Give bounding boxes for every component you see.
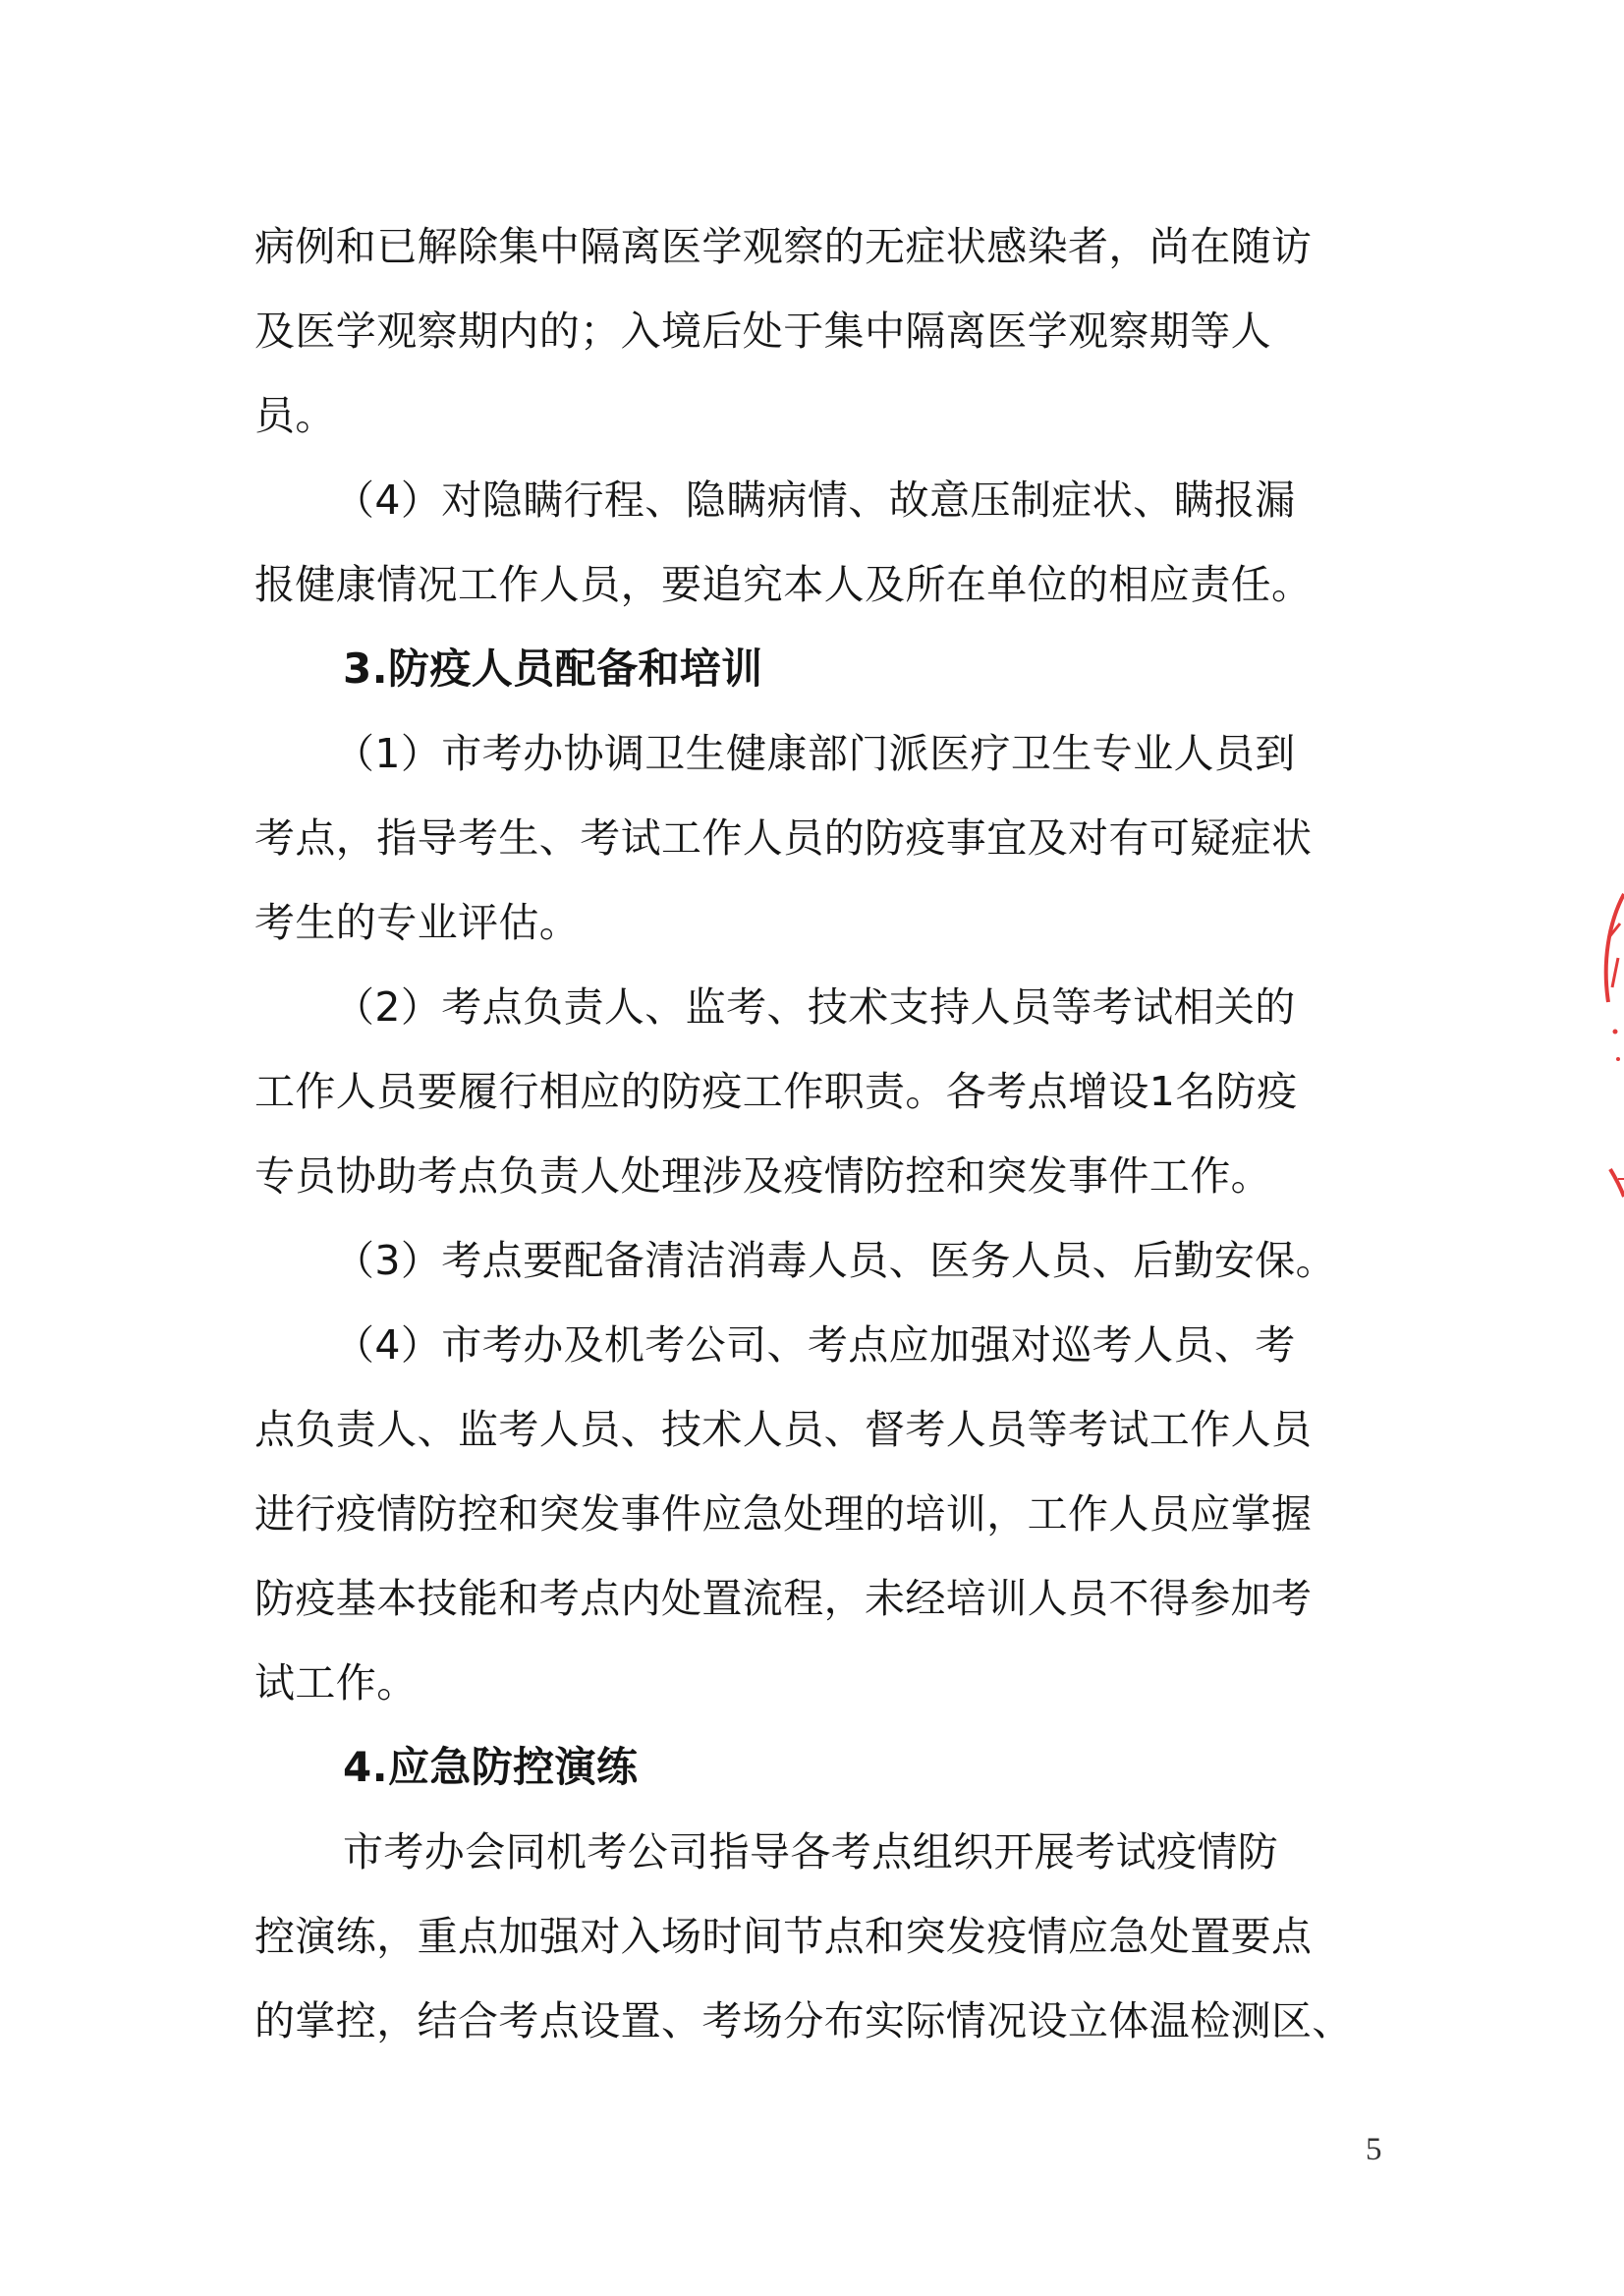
body-line: 市考办会同机考公司指导各考点组织开展考试疫情防 (343, 1828, 1279, 1876)
section-heading: 3.防疫人员配备和培训 (343, 644, 763, 693)
body-line: 试工作。 (254, 1659, 418, 1707)
body-line: 工作人员要履行相应的防疫工作职责。各考点增设1名防疫 (254, 1068, 1298, 1115)
body-line: 控演练，重点加强对入场时间节点和突发疫情应急处置要点 (254, 1913, 1313, 1960)
body-line: 病例和已解除集中隔离医学观察的无症状感染者，尚在随访 (254, 223, 1313, 270)
body-line: 的掌控，结合考点设置、考场分布实际情况设立体温检测区、 (254, 1997, 1353, 2044)
seal-stamp-fragment (1589, 884, 1624, 1218)
body-line: 考生的专业评估。 (254, 899, 581, 946)
page-number: 5 (1366, 2132, 1382, 2167)
body-line: （4）市考办及机考公司、考点应加强对巡考人员、考 (334, 1321, 1296, 1369)
body-line: （1）市考办协调卫生健康部门派医疗卫生专业人员到 (334, 730, 1296, 777)
body-line: （3）考点要配备清洁消毒人员、医务人员、后勤安保。 (334, 1237, 1337, 1284)
body-line: （2）考点负责人、监考、技术支持人员等考试相关的 (334, 983, 1296, 1031)
body-line: 员。 (254, 392, 336, 439)
body-line: 进行疫情防控和突发事件应急处理的培训，工作人员应掌握 (254, 1490, 1313, 1538)
body-line: 及医学观察期内的；入境后处于集中隔离医学观察期等人 (254, 308, 1271, 355)
body-line: 报健康情况工作人员，要追究本人及所在单位的相应责任。 (254, 561, 1313, 608)
body-line: 防疫基本技能和考点内处置流程，未经培训人员不得参加考 (254, 1575, 1313, 1622)
body-line: 专员协助考点负责人处理涉及疫情防控和突发事件工作。 (254, 1152, 1271, 1200)
body-line: 考点，指导考生、考试工作人员的防疫事宜及对有可疑症状 (254, 814, 1313, 862)
section-heading: 4.应急防控演练 (343, 1743, 639, 1791)
body-line: 点负责人、监考人员、技术人员、督考人员等考试工作人员 (254, 1406, 1313, 1453)
body-line: （4）对隐瞒行程、隐瞒病情、故意压制症状、瞒报漏 (334, 476, 1296, 524)
